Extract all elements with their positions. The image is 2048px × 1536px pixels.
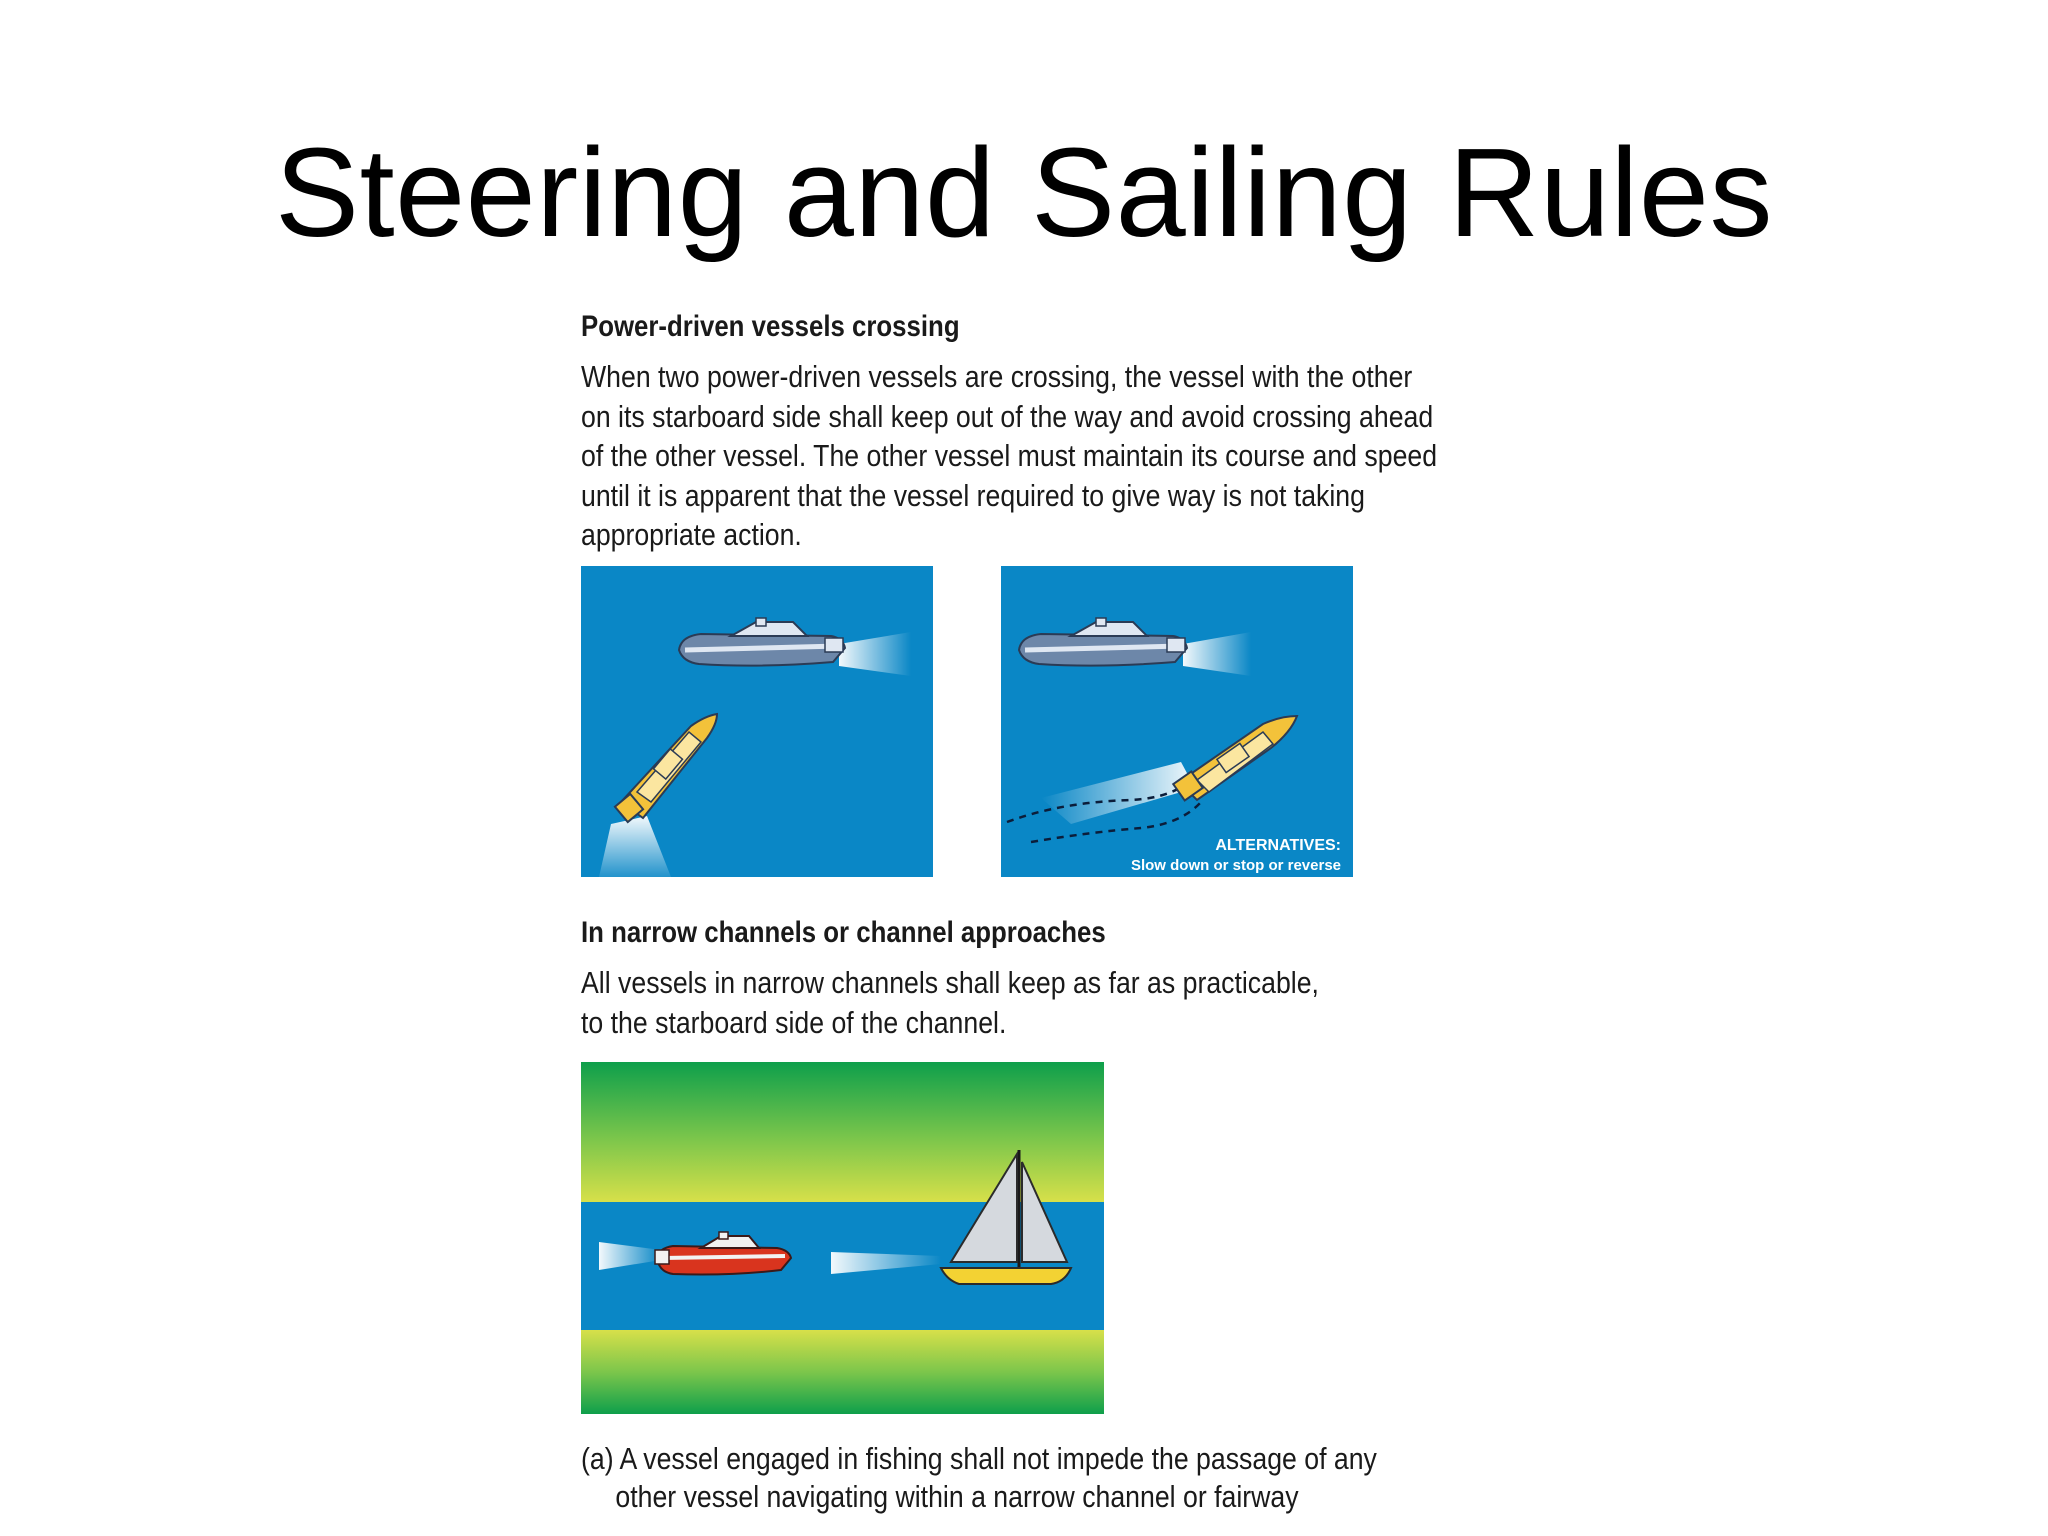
crossing-illustration-left — [581, 566, 933, 877]
fishing-vessel-caption — [581, 1440, 1377, 1516]
paragraph-line: All vessels in narrow channels shall keep as far as practicable, — [581, 965, 1319, 1000]
section-heading-narrow-channels: In narrow channels or channel approaches — [581, 916, 1106, 949]
paragraph-line: When two power-driven vessels are crossing, the vessel with the other — [581, 359, 1413, 394]
slide-title: Steering and Sailing Rules — [275, 122, 1773, 263]
paragraph-line: to the starboard side of the channel. — [581, 1004, 1007, 1040]
crossing-paragraph — [581, 357, 1437, 555]
paragraph-line: until it is apparent that the vessel required to give way is not taking — [581, 477, 1365, 513]
crossing-illustration-right — [1001, 566, 1353, 877]
water-background — [1001, 566, 1353, 877]
channel-bank-bottom — [581, 1330, 1104, 1414]
alternatives-label-text: Slow down or stop or reverse — [1130, 857, 1341, 874]
paragraph-line: appropriate action. — [581, 517, 802, 552]
section-heading-crossing: Power-driven vessels crossing — [581, 310, 960, 343]
alternatives-label-title: ALTERNATIVES: — [1215, 837, 1341, 854]
narrow-channels-paragraph — [581, 963, 1319, 1042]
narrow-channel-illustration — [581, 1062, 1104, 1414]
paragraph-line: on its starboard side shall keep out of the way and avoid crossing ahead — [581, 398, 1434, 434]
caption-line: other vessel navigating within a narrow channel or fairway — [615, 1479, 1299, 1514]
caption-line: (a) A vessel engaged in fishing shall not impede the passage of any — [581, 1441, 1377, 1476]
paragraph-line: of the other vessel. The other vessel must maintain its course and speed — [581, 438, 1438, 473]
